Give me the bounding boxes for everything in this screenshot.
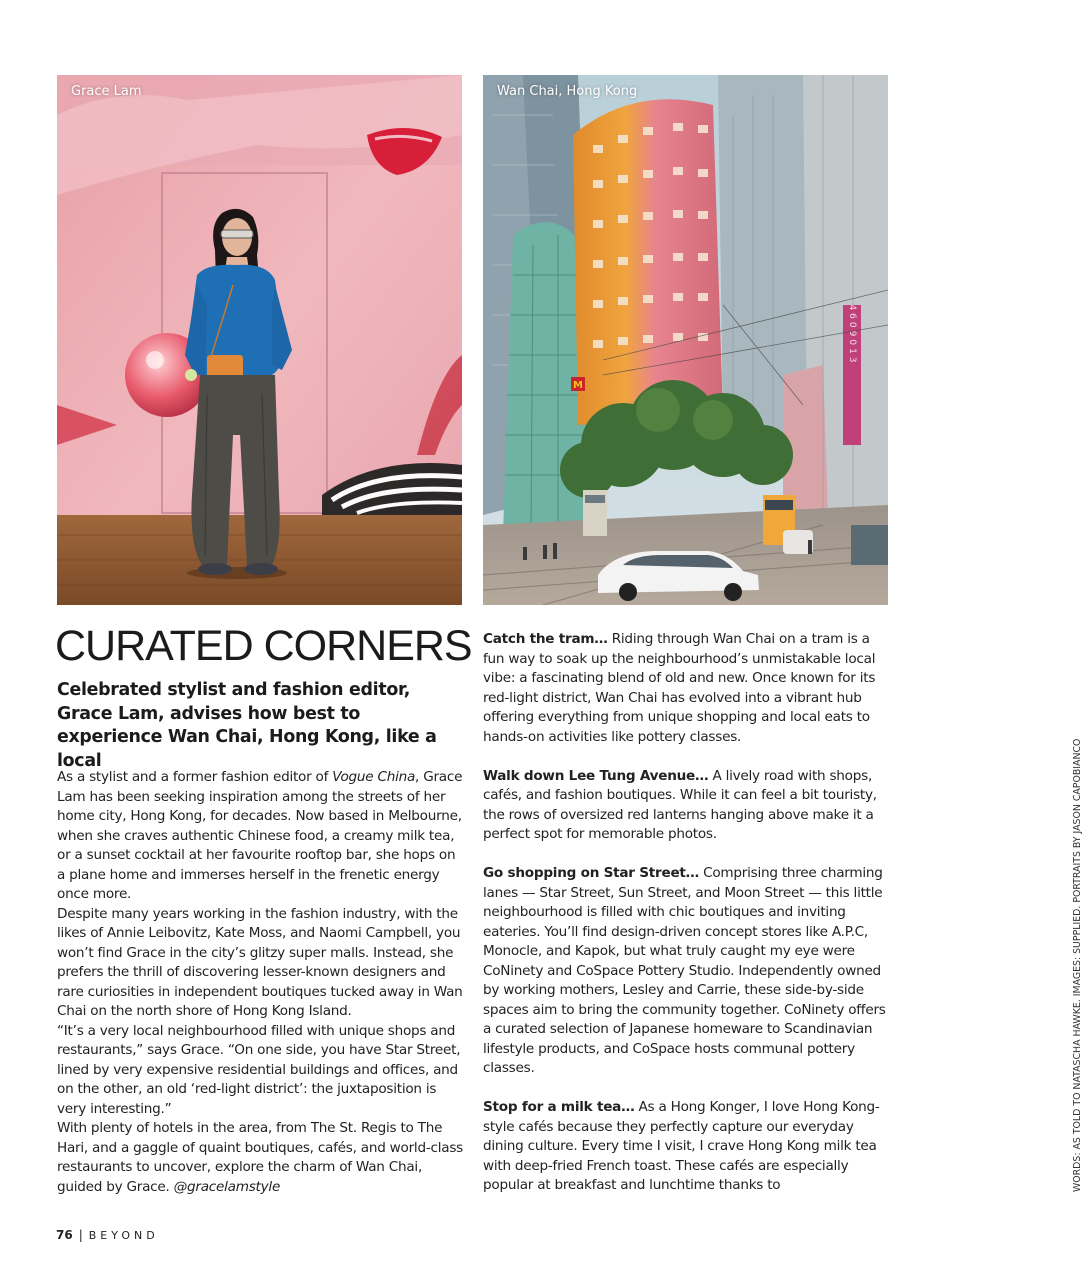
street-sign-text: 4609013 (847, 304, 857, 366)
instagram-handle: @gracelamstyle (173, 1178, 281, 1195)
intro-p1-start: As a stylist and a former fashion editor of (57, 769, 333, 785)
page-footer (56, 1228, 159, 1242)
intro-paragraph-2: Despite many years working in the fashion industry, with the likes of Annie Leibovitz, Kate Moss, and Naomi Campbell, you won’t find Grace in the city’s glitzy super malls. Instead, she prefers the thrill of discovering lesser-known designers and rare curiosities in independent boutiques tucked away in Wan Chai on the north shore of Hong Kong Island. (57, 905, 463, 1019)
street-caption: Wan Chai, Hong Kong (497, 84, 638, 99)
portrait-caption: Grace Lam (71, 84, 142, 99)
tip-heading: Walk down Lee Tung Avenue… (483, 767, 709, 784)
street-illustration (483, 75, 888, 605)
tip-tram (483, 630, 893, 747)
page-number: 76 (56, 1228, 73, 1242)
portrait-illustration (57, 75, 462, 605)
intro-p4-text: With plenty of hotels in the area, from The St. Regis to The Hari, and a gaggle of quaint boutiques, cafés, and world-class restaurants to uncover, explore the charm of Wan Chai, guided by Grace. (57, 1120, 463, 1195)
intro-paragraph-1 (57, 768, 467, 905)
article-intro (57, 768, 467, 1197)
tip-heading: Catch the tram… (483, 631, 608, 647)
article-title: CURATED CORNERS (55, 622, 472, 670)
portrait-photo (57, 75, 462, 605)
intro-p1-end: , Grace Lam has been seeking inspiration among the streets of her home city, Hong Kong, for decades. Now based in Melbourne, when she craves authentic Chinese food, a creamy milk tea, or a sunset cocktail at her favourite rooftop bar, she hops on a plane home and immerses herself in the frenetic energy once more. (57, 769, 463, 902)
photo-credit: WORDS: AS TOLD TO NATASCHA HAWKE. IMAGES: SUPPLIED. PORTRAITS BY JASON CAPOBIANCO (1072, 738, 1083, 1192)
article-dek: Celebrated stylist and fashion editor, Grace Lam, advises how best to experience Wan Chai, Hong Kong, like a local (57, 680, 437, 771)
vogue-china-title: Vogue China (332, 769, 416, 785)
intro-paragraph-4 (57, 1119, 467, 1197)
magazine-name: BEYOND (88, 1229, 159, 1242)
tip-heading: Go shopping on Star Street… (483, 865, 700, 881)
intro-paragraph-3: “It’s a very local neighbourhood filled with unique shops and restaurants,” says Grace. “On one side, you have Star Street, lined by very expensive residential buildings and offices, and on the other, an old ‘red-light district’: the juxtaposition is very interesting.” (57, 1022, 461, 1117)
tip-milk-tea (483, 1098, 893, 1196)
street-photo (483, 75, 888, 605)
tip-text: A lively road with shops, cafés, and fashion boutiques. While it can feel a bit touristy, the rows of oversized red lanterns hanging above make it a perfect spot for memorable photos. (483, 767, 877, 842)
tip-heading: Stop for a milk tea… (483, 1099, 635, 1115)
svg-text:M: M (573, 380, 583, 391)
tips-column (483, 630, 893, 1215)
tip-text: Comprising three charming lanes — Star Street, Sun Street, and Moon Street — this little neighbourhood is filled with chic boutiques and inviting eateries. You’ll find design-driven concept stores like A.P.C, Monocle, and Kapok, but what truly caught my eye were CoNinety and CoSpace Pottery Studio. Independently owned by working mothers, Lesley and Carrie, these side-by-side spaces aim to bring the community together. CoNinety offers a curated selection of Japanese homeware to Scandinavian lifestyle products, and CoSpace hosts communal pottery classes. (483, 865, 886, 1076)
tip-text: Riding through Wan Chai on a tram is a fun way to soak up the neighbourhood’s unmistakable local vibe: a fascinating blend of old and new. Once known for its red-light district, Wan Chai has evolved into a vibrant hub offering everything from unique shopping and local eats to hands-on activities like pottery classes. (483, 631, 876, 745)
footer-separator: | (78, 1228, 83, 1242)
tip-lee-tung-avenue (483, 767, 893, 845)
tip-text: As a Hong Konger, I love Hong Kong-style cafés because they perfectly capture our everyday dining culture. Every time I visit, I crave Hong Kong milk tea with deep-fried French toast. These cafés are especially popular at breakfast and lunchtime thanks to (483, 1099, 880, 1193)
tip-star-street (483, 864, 893, 1079)
